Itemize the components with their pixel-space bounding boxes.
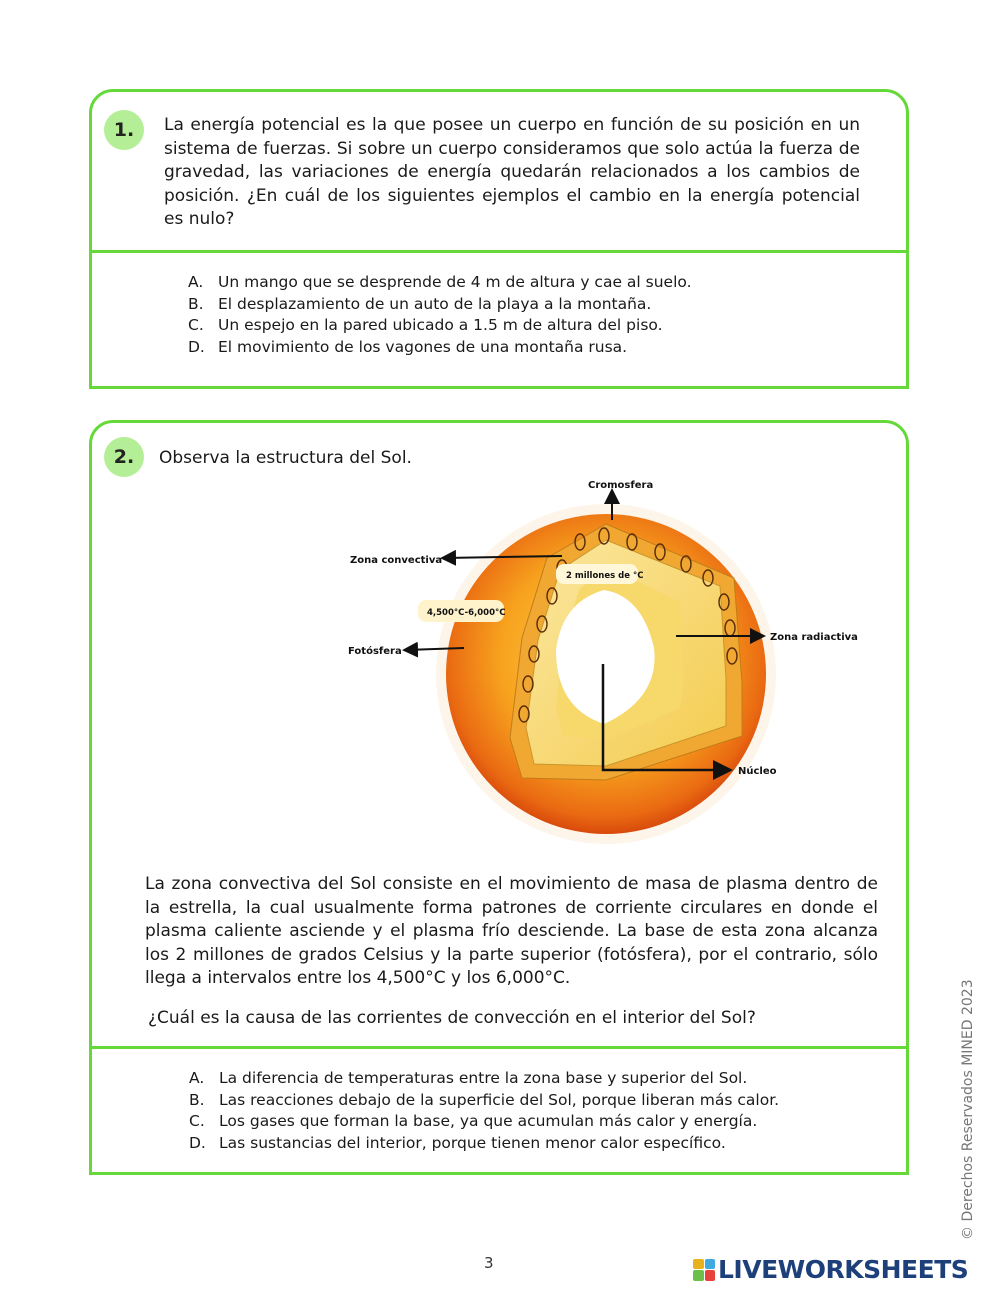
- brand-mark-icon: [693, 1259, 715, 1281]
- option-b[interactable]: B. Las reacciones debajo de la superficie del Sol, porque liberan más calor.: [189, 1090, 780, 1109]
- question-2-paragraph: La zona convectiva del Sol consiste en el movimiento de masa de plasma dentro de la estrella, la cual usualmente forma patrones de corriente circulares en donde el plasma caliente asciende y el plasma frío desciende. La base de esta zona alcanza los 2 millones de grados Celsius y la parte superior (fotósfera), por el contrario, sólo llega a intervalos entre los 4,500°C y los 6,000°C.: [145, 874, 878, 988]
- option-a[interactable]: A. La diferencia de temperaturas entre la zona base y superior del Sol.: [189, 1069, 748, 1087]
- divider: [89, 1046, 909, 1049]
- label-fotosfera: Fotósfera: [348, 646, 402, 657]
- question-1-text: La energía potencial es la que posee un cuerpo en función de su posición en un sistema de fuerzas. Si sobre un cuerpo consideramos que solo actúa la fuerza de gravedad, las variaciones de energía quedarán relacionados a los cambios de posición. ¿En cuál de los siguientes ejemplos el cambio en la energía potencial es nulo?: [164, 115, 860, 229]
- question-2-options: [189, 1068, 779, 1154]
- label-zona-convectiva: Zona convectiva: [350, 555, 443, 566]
- question-1-card: [89, 89, 909, 389]
- label-zona-radiactiva: Zona radiactiva: [770, 632, 858, 643]
- label-cromosfera: Cromosfera: [588, 480, 654, 491]
- option-d[interactable]: D. Las sustancias del interior, porque tienen menor calor específico.: [189, 1133, 726, 1152]
- divider: [89, 250, 909, 253]
- option-b[interactable]: B. El desplazamiento de un auto de la playa a la montaña.: [188, 294, 652, 313]
- question-number-badge: 2.: [104, 437, 144, 477]
- option-a[interactable]: A. Un mango que se desprende de 4 m de altura y cae al suelo.: [188, 273, 692, 291]
- label-nucleo: Núcleo: [738, 766, 777, 777]
- option-c[interactable]: C. Los gases que forman la base, ya que acumulan más calor y energía.: [189, 1112, 758, 1130]
- question-1-options: [188, 272, 692, 358]
- question-2-text: ¿Cuál es la causa de las corrientes de convección en el interior del Sol?: [148, 1008, 756, 1028]
- page-number: 3: [484, 1254, 494, 1272]
- option-c[interactable]: C. Un espejo en la pared ubicado a 1.5 m de altura del piso.: [188, 316, 663, 334]
- brand-name: LIVEWORKSHEETS: [718, 1255, 969, 1284]
- question-2-intro: Observa la estructura del Sol.: [159, 448, 412, 468]
- question-2-card: [89, 420, 909, 1175]
- sun-structure-diagram: [342, 478, 862, 848]
- option-d[interactable]: D. El movimiento de los vagones de una montaña rusa.: [188, 337, 628, 356]
- copyright-notice: © Derechos Reservados MINED 2023: [960, 979, 976, 1240]
- liveworksheets-logo: [693, 1255, 968, 1284]
- label-temp-base: 2 millones de °C: [566, 571, 644, 581]
- question-number-badge: 1.: [104, 110, 144, 150]
- label-temp-superficie: 4,500°C-6,000°C: [427, 608, 506, 618]
